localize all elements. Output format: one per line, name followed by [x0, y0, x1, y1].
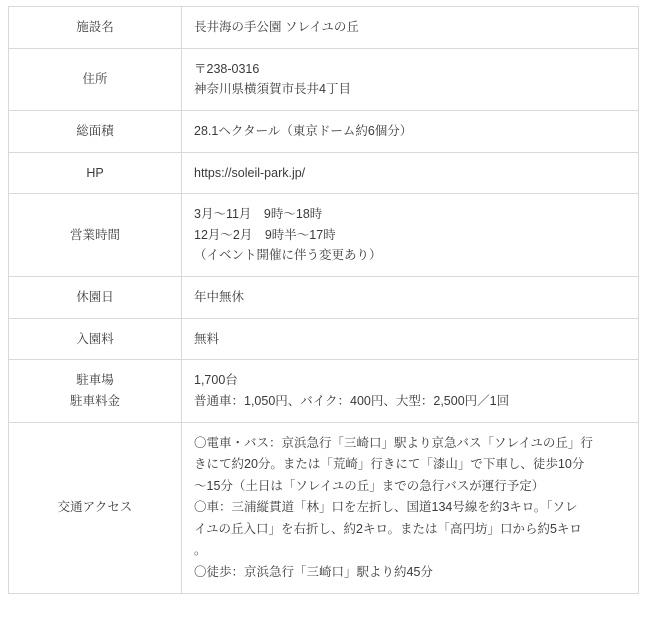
row-value-admission-fee [182, 318, 639, 360]
value-text: 長井海の手公園 ソレイユの丘 [194, 20, 359, 34]
row-value-business-hours [182, 194, 639, 277]
row-value-access [182, 422, 639, 594]
table-row [9, 318, 639, 360]
row-value-closed-days [182, 277, 639, 319]
label-text: 総面積 [76, 123, 114, 138]
table-row [9, 48, 639, 110]
table-row [9, 152, 639, 194]
label-text: 入園料 [76, 331, 114, 346]
label-text: 駐車場 [76, 373, 114, 388]
value-text: 〇徒歩：京浜急行「三崎口」駅より約45分 [194, 564, 433, 579]
row-label-homepage [9, 152, 182, 194]
row-value-facility-name [182, 7, 639, 49]
homepage-url[interactable]: https://soleil-park.jp/ [194, 165, 306, 180]
row-label-facility-name [9, 7, 182, 49]
row-value-total-area [182, 110, 639, 152]
value-text: 〇車：三浦縦貫道「林」口を左折し、国道134号線を約3キロ。「ソレ [194, 500, 578, 514]
value-text: （イベント開催に伴う変更あり） [194, 248, 382, 263]
table-row [9, 194, 639, 277]
row-label-address [9, 48, 182, 110]
table-row [9, 422, 639, 594]
table-row [9, 360, 639, 422]
table-row [9, 110, 639, 152]
row-label-business-hours [9, 194, 182, 277]
label-text: HP [86, 165, 104, 180]
value-text: 無料 [194, 331, 220, 346]
value-text: イユの丘入口」を右折し、約2キロ。または「高円坊」口から約5キロ [194, 521, 582, 536]
row-label-access [9, 422, 182, 594]
value-text: 年中無休 [194, 290, 245, 304]
value-text: 普通車：1,050円、バイク：400円、大型：2,500円／1回 [194, 393, 510, 408]
value-text: 1,700台 [194, 373, 238, 388]
value-text: 〇電車・バス：京浜急行「三崎口」駅より京急バス「ソレイユの丘」行 [194, 435, 593, 450]
value-text: 〒238-0316 [194, 61, 260, 76]
row-value-homepage [182, 152, 639, 194]
value-text: 28.1ヘクタール（東京ドーム約6個分） [194, 123, 413, 138]
row-label-admission-fee [9, 318, 182, 360]
row-value-parking [182, 360, 639, 422]
label-text: 駐車料金 [69, 393, 120, 408]
value-text: 神奈川県横須賀市長井4丁目 [194, 82, 351, 97]
label-text: 営業時間 [69, 227, 120, 242]
label-text: 交通アクセス [57, 500, 133, 515]
row-value-address [182, 48, 639, 110]
row-label-total-area [9, 110, 182, 152]
value-text: 3月〜11月 9時〜18時 [194, 207, 323, 222]
value-text: 。 [194, 543, 207, 557]
value-text: 〜15分（土日は「ソレイユの丘」までの急行バスが運行予定） [194, 478, 545, 493]
table-row [9, 7, 639, 49]
value-text: きにて約20分。または「荒崎」行きにて「漆山」で下車し、徒歩10分 [194, 457, 585, 471]
table-row [9, 277, 639, 319]
label-text: 住所 [82, 71, 108, 86]
label-text: 施設名 [76, 20, 114, 34]
row-label-closed-days [9, 277, 182, 319]
value-text: 12月〜2月 9時半〜17時 [194, 227, 336, 242]
label-text: 休園日 [76, 290, 114, 304]
row-label-parking [9, 360, 182, 422]
facility-info-table [8, 6, 639, 594]
